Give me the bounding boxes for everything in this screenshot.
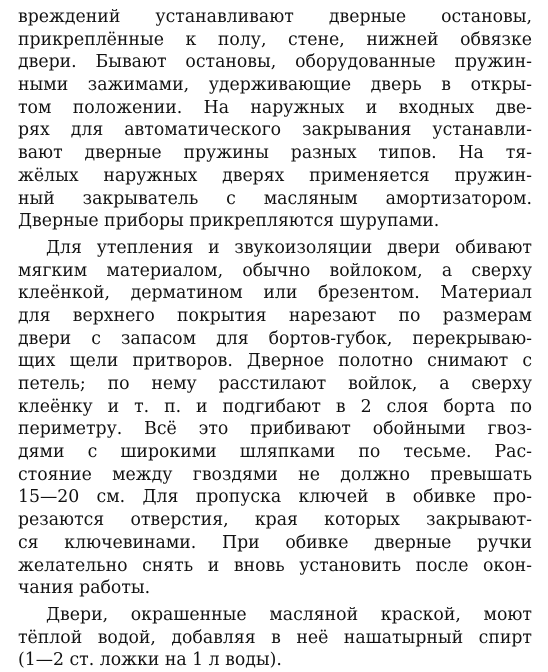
text-line: рях для автоматического закрывания устанавли- (18, 120, 532, 141)
text-line: жёлых наружных дверях применяется пружин- (18, 165, 532, 186)
text-line: щих щели притворов. Дверное полотно снимают с (18, 351, 532, 372)
text-line: прикреплённые к полу, стене, нижней обвязке (18, 29, 532, 50)
text-line: петель; по нему расстилают войлок, а сверху (18, 374, 532, 394)
text-line: ный закрыватель с масляным амортизатором. (18, 188, 532, 209)
text-line: том положении. На наружных и входных две- (18, 97, 532, 118)
text-line: вают дверные пружины разных типов. На тя- (18, 143, 532, 164)
text-line: ными зажимами, удерживающие дверь в откры- (18, 75, 532, 96)
text-line: клеёнкой, дерматином или брезентом. Материал (18, 283, 532, 304)
text-line: двери с запасом для бортов-губок, перекрываю- (18, 328, 532, 349)
paragraph-2 (18, 237, 532, 600)
text-line: периметру. Всё это прибивают обойными гвоз- (18, 419, 532, 440)
text-line: стояние между гвоздями не должно превышать (18, 464, 532, 485)
text-line: дями с широкими шляпками по тесьме. Рас- (18, 442, 532, 463)
text-line: ся ключевинами. При обивке дверные ручки (18, 532, 532, 553)
text-line: для верхнего покрытия нарезают по размерам (18, 305, 532, 326)
text-line: чания работы. (18, 578, 151, 599)
text-line: мягким материалом, обычно войлоком, а сверху (18, 260, 532, 281)
paragraph-1 (18, 6, 532, 233)
text-line: Для утепления и звукоизоляции двери обивают (46, 237, 532, 258)
text-line: вреждений устанавливают дверные остановы, (18, 7, 532, 27)
paragraph-3 (18, 604, 532, 672)
text-line: резаются отверстия, края которых закрывают- (18, 510, 532, 531)
text-line: (1—2 ст. ложки на 1 л воды). (18, 650, 282, 671)
text-line: желательно снять и вновь установить после окон- (18, 555, 532, 576)
text-line: Дверные приборы прикрепляются шурупами. (18, 211, 440, 232)
text-line: двери. Бывают остановы, оборудованные пружин- (18, 52, 532, 73)
text-line: Двери, окрашенные масляной краской, моют (46, 604, 532, 625)
text-line: тёплой водой, добавляя в неё нашатырный спирт (18, 627, 532, 648)
text-line: 15—20 см. Для пропуска ключей в обивке про- (18, 487, 532, 508)
text-line: клеёнку и т. п. и подгибают в 2 слоя борта по (18, 396, 532, 417)
